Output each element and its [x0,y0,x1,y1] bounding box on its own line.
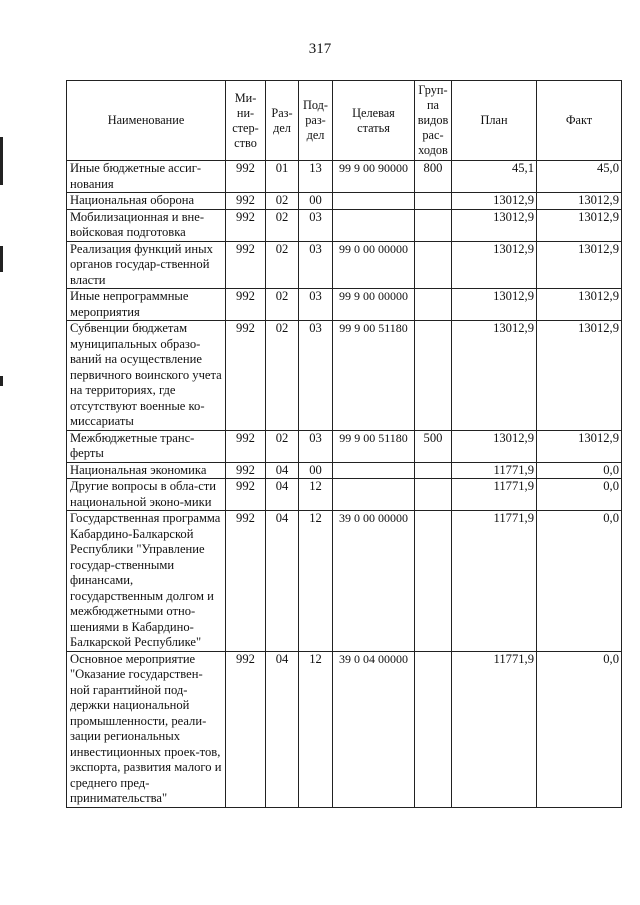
cell-expense-group: 800 [415,161,452,193]
cell-section: 02 [266,321,299,431]
table-header-row [67,81,622,161]
table-row [67,209,622,241]
cell-subsection: 12 [299,479,333,511]
cell-expense-group [415,511,452,652]
cell-target-article [333,209,415,241]
cell-ministry: 992 [226,161,266,193]
table-row [67,161,622,193]
cell-subsection: 03 [299,289,333,321]
cell-target-article: 99 9 00 90000 [333,161,415,193]
cell-section: 02 [266,193,299,210]
cell-fact: 13012,9 [537,193,622,210]
cell-ministry: 992 [226,430,266,462]
cell-name: Реализация функций иных органов государ-ственной власти [67,241,226,289]
cell-ministry: 992 [226,479,266,511]
cell-section: 04 [266,511,299,652]
scan-edge-mark [0,376,3,386]
cell-subsection: 12 [299,511,333,652]
cell-plan: 13012,9 [452,430,537,462]
cell-plan: 11771,9 [452,651,537,807]
header-plan: План [452,81,537,161]
cell-name: Субвенции бюджетам муниципальных образо-ваний на осуществление первичного воинского учета на территориях, где отсутствуют военные ко-миссариаты [67,321,226,431]
cell-ministry: 992 [226,651,266,807]
cell-name: Основное мероприятие "Оказание государствен-ной гарантийной под-держки национальной промышленности, реали-зации региональных инвестиционных проек-тов, экспорта, развития малого и среднего пред-принимательства" [67,651,226,807]
cell-subsection: 03 [299,241,333,289]
cell-fact: 13012,9 [537,241,622,289]
cell-target-article: 39 0 04 00000 [333,651,415,807]
cell-fact: 0,0 [537,511,622,652]
table-row [67,430,622,462]
cell-ministry: 992 [226,193,266,210]
cell-section: 01 [266,161,299,193]
cell-plan: 11771,9 [452,462,537,479]
cell-target-article: 39 0 00 00000 [333,511,415,652]
cell-plan: 45,1 [452,161,537,193]
cell-subsection: 03 [299,430,333,462]
cell-target-article: 99 0 00 00000 [333,241,415,289]
cell-fact: 45,0 [537,161,622,193]
cell-ministry: 992 [226,241,266,289]
scan-edge-mark [0,137,3,185]
cell-fact: 0,0 [537,651,622,807]
header-fact: Факт [537,81,622,161]
cell-target-article: 99 9 00 51180 [333,321,415,431]
cell-expense-group [415,321,452,431]
cell-name: Государственная программа Кабардино-Балкарской Республики "Управление государ-ственными финансами, государственным долгом и межбюджетными отно-шениями в Кабардино-Балкарской Республике" [67,511,226,652]
cell-plan: 13012,9 [452,193,537,210]
budget-table [66,80,622,808]
header-expense-group: Груп- па видов рас- ходов [415,81,452,161]
cell-section: 02 [266,209,299,241]
header-ministry: Ми- ни- стер- ство [226,81,266,161]
cell-section: 02 [266,289,299,321]
cell-expense-group [415,651,452,807]
cell-ministry: 992 [226,209,266,241]
cell-plan: 13012,9 [452,209,537,241]
cell-section: 04 [266,651,299,807]
cell-subsection: 03 [299,321,333,431]
cell-plan: 11771,9 [452,511,537,652]
cell-subsection: 13 [299,161,333,193]
cell-target-article [333,479,415,511]
cell-subsection: 03 [299,209,333,241]
cell-target-article [333,462,415,479]
cell-name: Мобилизационная и вне-войсковая подготовка [67,209,226,241]
cell-name: Другие вопросы в обла-сти национальной эконо-мики [67,479,226,511]
cell-plan: 13012,9 [452,321,537,431]
cell-subsection: 00 [299,193,333,210]
cell-subsection: 00 [299,462,333,479]
cell-plan: 13012,9 [452,289,537,321]
cell-ministry: 992 [226,321,266,431]
cell-fact: 0,0 [537,479,622,511]
cell-ministry: 992 [226,289,266,321]
scan-edge-mark [0,246,3,272]
cell-name: Межбюджетные транс-ферты [67,430,226,462]
cell-expense-group: 500 [415,430,452,462]
cell-fact: 13012,9 [537,430,622,462]
cell-name: Национальная оборона [67,193,226,210]
header-name: Наименование [67,81,226,161]
cell-expense-group [415,209,452,241]
cell-ministry: 992 [226,462,266,479]
cell-name: Иные бюджетные ассиг-нования [67,161,226,193]
table-row [67,193,622,210]
cell-plan: 13012,9 [452,241,537,289]
cell-plan: 11771,9 [452,479,537,511]
cell-fact: 0,0 [537,462,622,479]
table-row [67,289,622,321]
page-number: 317 [308,41,332,57]
cell-fact: 13012,9 [537,209,622,241]
cell-expense-group [415,462,452,479]
cell-name: Иные непрограммные мероприятия [67,289,226,321]
cell-target-article [333,193,415,210]
cell-expense-group [415,241,452,289]
cell-expense-group [415,479,452,511]
cell-fact: 13012,9 [537,289,622,321]
cell-expense-group [415,289,452,321]
table-body [67,161,622,808]
cell-subsection: 12 [299,651,333,807]
table-row [67,511,622,652]
header-section: Раз- дел [266,81,299,161]
cell-section: 04 [266,479,299,511]
cell-ministry: 992 [226,511,266,652]
cell-section: 02 [266,430,299,462]
cell-target-article: 99 9 00 51180 [333,430,415,462]
table-row [67,321,622,431]
cell-section: 04 [266,462,299,479]
table-row [67,651,622,807]
cell-expense-group [415,193,452,210]
cell-fact: 13012,9 [537,321,622,431]
header-target-article: Целевая статья [333,81,415,161]
table-row [67,462,622,479]
table-row [67,479,622,511]
cell-target-article: 99 9 00 00000 [333,289,415,321]
cell-section: 02 [266,241,299,289]
table-row [67,241,622,289]
header-subsection: Под- раз- дел [299,81,333,161]
cell-name: Национальная экономика [67,462,226,479]
